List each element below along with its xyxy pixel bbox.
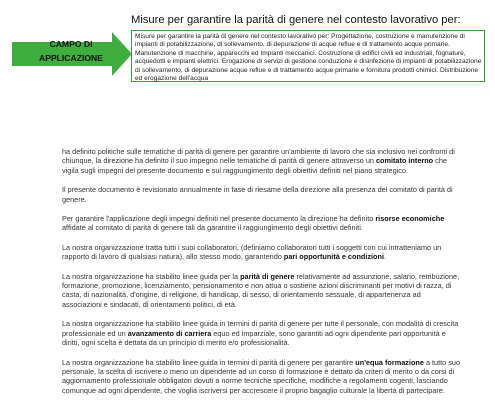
p4-after: . <box>384 252 387 262</box>
header-title: Misure per garantire la parità di genere nel contesto lavorativo per: <box>131 14 461 26</box>
p1-bold: comitato interno <box>375 156 434 166</box>
p3-bold: risorse economiche <box>375 214 445 224</box>
p4-before: La nostra organizzazione tratta tutti i suoi collaboratori, (definiamo collaboratori tutti i soggetti con cui intratteniamo un rapporto di lavoro di qualsiasi natura), allo stesso modo, garantendo <box>62 242 442 262</box>
paragraph-comitato <box>62 147 462 175</box>
p3-before: Per garantire l'applicazione degli impegni definiti nel presente documento la direzione ha definito <box>62 214 376 224</box>
p2-text: Il presente documento è revisionato annualmente in fase di riesame della direzione alla presenza del comitato di parità di genere. <box>62 185 453 204</box>
scope-label-line1: CAMPO DI <box>49 39 93 49</box>
paragraph-formazione <box>62 358 462 396</box>
p6-bold: avanzamento di carriera <box>127 328 212 338</box>
p4-bold: pari opportunità e condizioni <box>283 252 385 262</box>
p1-before: ha definito politiche sulle tematiche di parità di genere per garantire un'ambiente di lavoro che sia inclusivo nei confronti di chiunque, la direzione ha definito il suo impegno nelle tematiche di parità di genere attraverso un <box>62 147 455 166</box>
paragraph-carriera <box>62 319 462 347</box>
p5-bold: parità di genere <box>240 271 295 281</box>
p6-after: equo ed imparziale, sono garantiti ad ogni dipendente pari opportunità e diritti, ogni scelta è dettata da un principio di merito e/o professionalità. <box>62 328 446 348</box>
p7-bold: un'equa formazione <box>355 357 424 367</box>
p3-after: affidate al comitato di parità di genere tali da garantire il raggiungimento degli obiettivi definiti. <box>62 223 363 233</box>
p1-after: che vigila sugli impegni del presente documento e sul raggiungimento degli obiettivi definiti nel piano strategico. <box>62 156 447 175</box>
p7-before: La nostra organizzazione ha stabilito linee guida in termini di parità di genere per garantire <box>62 357 356 367</box>
paragraph-parita-genere <box>62 272 462 310</box>
paragraph-revisione <box>62 185 462 204</box>
scope-label-line2: APPLICAZIONE <box>39 53 103 63</box>
scope-label <box>26 37 116 65</box>
p5-before: La nostra organizzazione ha stabilito linee guida per la <box>62 271 241 281</box>
paragraph-risorse <box>62 214 462 233</box>
p5-after: relativamente ad assunzione, salario, retribuzione, formazione, promozione, licenziamento, pensionamento e non attua o sostiene azioni discriminanti per motivi di razza, di casta, di nazionalità, d'origine, di religione, di handicap, di sesso, di orientamento sessuale, di appartenenza ad associazioni e sindacati, di orientamenti politici, di età. <box>62 271 460 309</box>
paragraph-pari-opportunita <box>62 243 462 262</box>
p6-before: La nostra organizzazione ha stabilito linee guida in termini di parità di genere per tutte il personale, con modalità di crescita professionale ed un <box>62 319 459 338</box>
p7-after: a tutto suo personale, la scelta di iscrivere o meno un dipendente ad un corso di formazione è dettato da criteri di merito o da corsi di aggiornamento professionale obbligatori dovuti a norme tecniche specifiche, modifiche a regolamenti cogenti, lasciando comunque ad ogni dipendente, che voglia iscriversi per accrescere il proprio bagaglio culturale la libertà di partecipare. <box>62 357 461 395</box>
scope-text: Misure per garantire la parità di genere nel contesto lavorativo per: Progettazione, costruzione e manutenzione di impianti di potabilizzazione, di sollevamento, di depurazione di acque reflue e di trattamento acque primarie. Manutenzione di macchine, apparecchi ed Impianti meccanici. Costruzione di edifici civili ed industriali, fognature, acquedotti e impianti elettrici. Erogazione di servizi di gestione conduzione e disinfezione di impianti di potabilizzazione di sollevamento, di depurazione acque reflue e di trattamento acque primarie e fornitura prodotti chimici. Distribuzione ed erogazione dell'acqua <box>135 33 482 83</box>
document-body <box>62 147 462 405</box>
